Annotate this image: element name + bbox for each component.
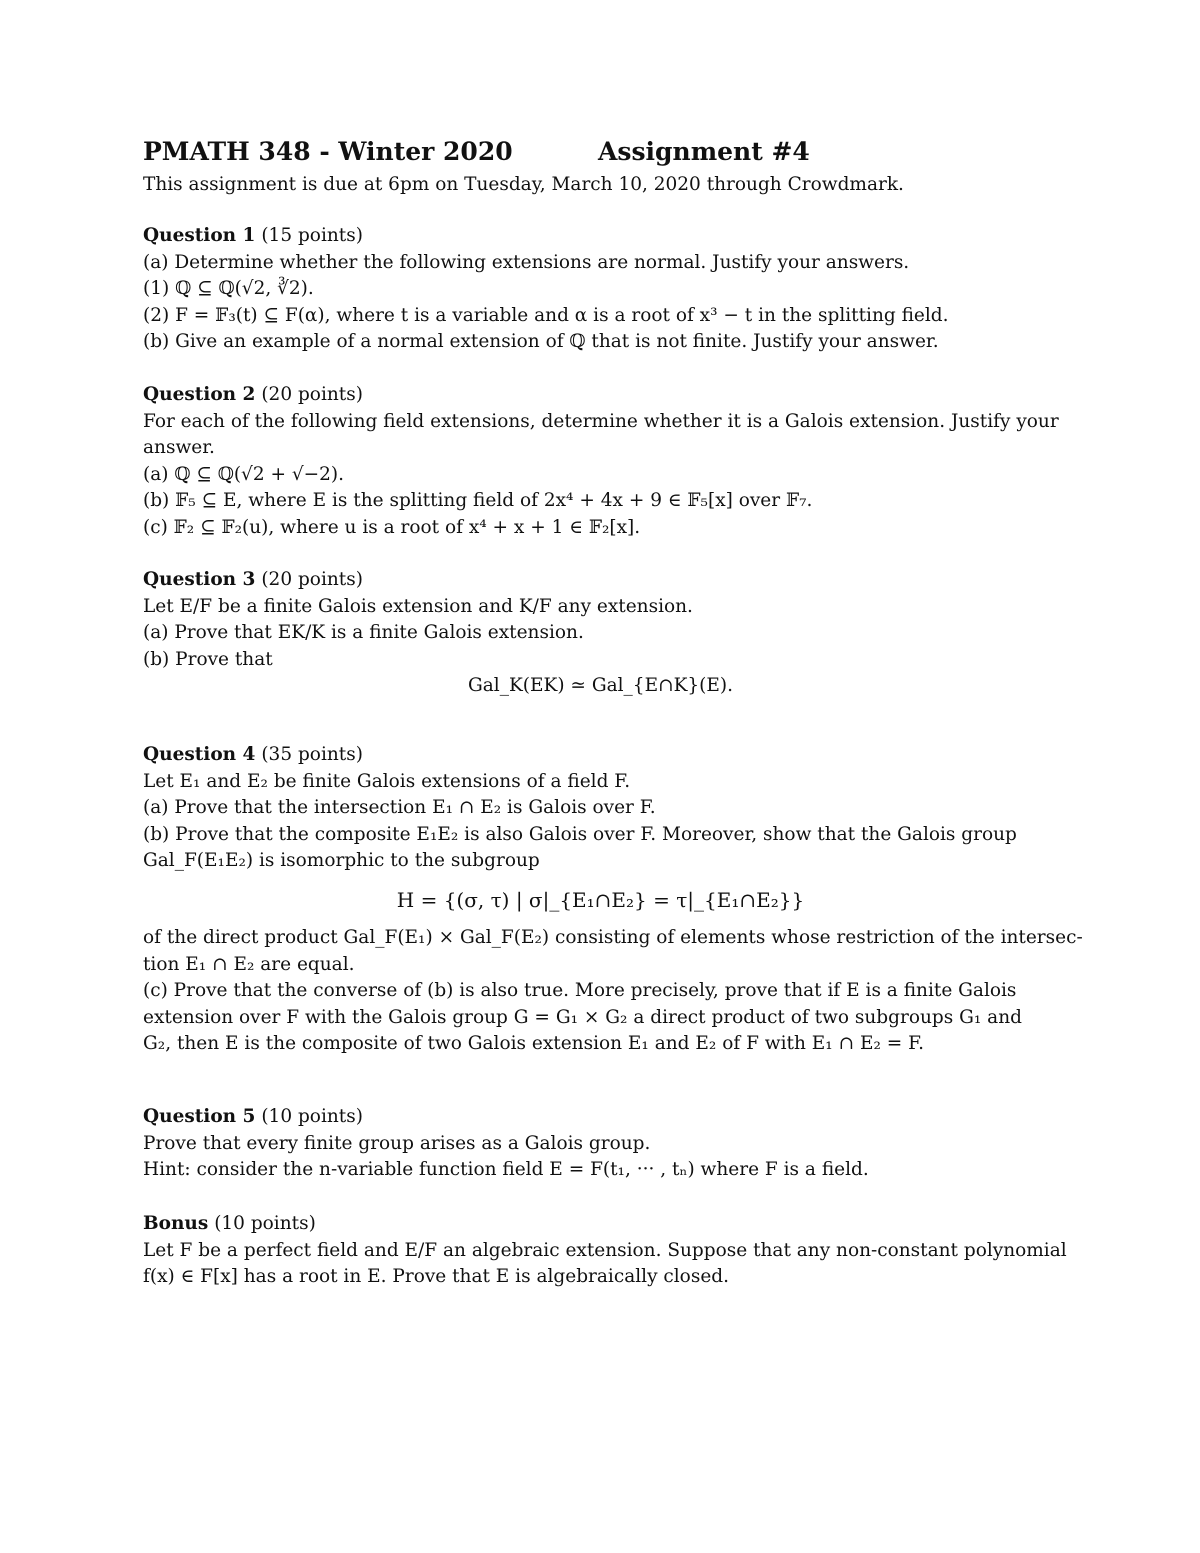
- q3-formula: Gal_K(EK) ≃ Gal_{E∩K}(E).: [468, 675, 733, 696]
- page-title: [143, 137, 810, 166]
- question-3-label: Question 3: [143, 569, 256, 590]
- q4-part-c-line-2: extension over F with the Galois group G = G₁ × G₂ a direct product of two subgroups G₁ and: [143, 1006, 1022, 1028]
- question-3: [143, 567, 1058, 700]
- q4-part-c-line-1: (c) Prove that the converse of (b) is also true. More precisely, prove that if E is a finite Galois: [143, 980, 1017, 1001]
- q2-part-c: (c) 𝔽₂ ⊆ 𝔽₂(u), where u is a root of x⁴ + x + 1 ∈ 𝔽₂[x].: [143, 516, 641, 538]
- q4-part-c-line-3: G₂, then E is the composite of two Galois extension E₁ and E₂ of F with E₁ ∩ E₂ = F.: [143, 1033, 924, 1054]
- course-title: PMATH 348 - Winter 2020: [143, 137, 513, 166]
- q4-part-b-line-3: of the direct product Gal_F(E₁) × Gal_F(E₂) consisting of elements whose restriction of the intersec-: [143, 927, 1083, 948]
- question-2-heading: [143, 382, 1058, 409]
- q3-intro: Let E/F be a finite Galois extension and K/F any extension.: [143, 595, 693, 617]
- bonus-label: Bonus: [143, 1213, 209, 1234]
- question-1: [143, 223, 1058, 356]
- q1-part-a: (a) Determine whether the following extensions are normal. Justify your answers.: [143, 251, 910, 273]
- q2-intro-line-2: answer.: [143, 437, 215, 458]
- question-2: [143, 382, 1058, 541]
- question-3-heading: [143, 567, 1058, 594]
- due-notice: This assignment is due at 6pm on Tuesday, March 10, 2020 through Crowdmark.: [143, 174, 904, 195]
- q3-part-a: (a) Prove that EK/K is a finite Galois extension.: [143, 622, 584, 643]
- bonus-heading: [143, 1211, 1058, 1238]
- q4-part-b-line-2: Gal_F(E₁E₂) is isomorphic to the subgroup: [143, 850, 540, 871]
- q4-formula: H = {(σ, τ) | σ|_{E₁∩E₂} = τ|_{E₁∩E₂}}: [396, 887, 805, 912]
- question-4-heading: [143, 742, 1058, 769]
- q2-intro-line-1: For each of the following field extensions, determine whether it is a Galois extension. Justify your: [143, 410, 1059, 432]
- question-4-label: Question 4: [143, 744, 256, 765]
- q4-part-b-line-1: (b) Prove that the composite E₁E₂ is also Galois over F. Moreover, show that the Galois group: [143, 823, 1017, 845]
- q1-part-b: (b) Give an example of a normal extension of ℚ that is not finite. Justify your answer.: [143, 331, 939, 352]
- q4-part-a: (a) Prove that the intersection E₁ ∩ E₂ is Galois over F.: [143, 797, 656, 818]
- bonus-line-1: Let F be a perfect field and E/F an algebraic extension. Suppose that any non-constant polynomial: [143, 1239, 1067, 1261]
- q5-hint: Hint: consider the n-variable function field E = F(t₁, ··· , tₙ) where F is a field.: [143, 1159, 869, 1180]
- question-2-points: (20 points): [261, 384, 363, 405]
- question-1-points: (15 points): [261, 225, 363, 246]
- question-5-label: Question 5: [143, 1106, 256, 1127]
- question-5-points: (10 points): [261, 1106, 363, 1127]
- question-2-label: Question 2: [143, 384, 256, 405]
- q1-part-a1: (1) ℚ ⊆ ℚ(√2, ∛2).: [143, 278, 314, 299]
- q4-part-b-line-4: tion E₁ ∩ E₂ are equal.: [143, 953, 355, 975]
- q3-part-b: (b) Prove that: [143, 648, 273, 670]
- q1-part-a2: (2) F = 𝔽₃(t) ⊆ F(α), where t is a variable and α is a root of x³ − t in the splitting field.: [143, 304, 949, 326]
- question-1-label: Question 1: [143, 225, 256, 246]
- bonus-points: (10 points): [214, 1213, 316, 1234]
- question-5-heading: [143, 1104, 1058, 1131]
- assignment-title: Assignment #4: [598, 137, 810, 166]
- q2-part-b: (b) 𝔽₅ ⊆ E, where E is the splitting field of 2x⁴ + 4x + 9 ∈ 𝔽₅[x] over 𝔽₇.: [143, 490, 813, 511]
- question-1-heading: [143, 223, 1058, 250]
- question-5: [143, 1104, 1058, 1184]
- bonus-line-2: f(x) ∈ F[x] has a root in E. Prove that E is algebraically closed.: [143, 1266, 729, 1287]
- q2-part-a: (a) ℚ ⊆ ℚ(√2 + √−2).: [143, 463, 345, 485]
- q4-intro: Let E₁ and E₂ be finite Galois extensions of a field F.: [143, 770, 631, 792]
- question-4: [143, 742, 1083, 1058]
- q5-line-1: Prove that every finite group arises as a Galois group.: [143, 1132, 651, 1154]
- question-4-points: (35 points): [261, 744, 363, 765]
- bonus-question: [143, 1211, 1067, 1291]
- question-3-points: (20 points): [261, 569, 363, 590]
